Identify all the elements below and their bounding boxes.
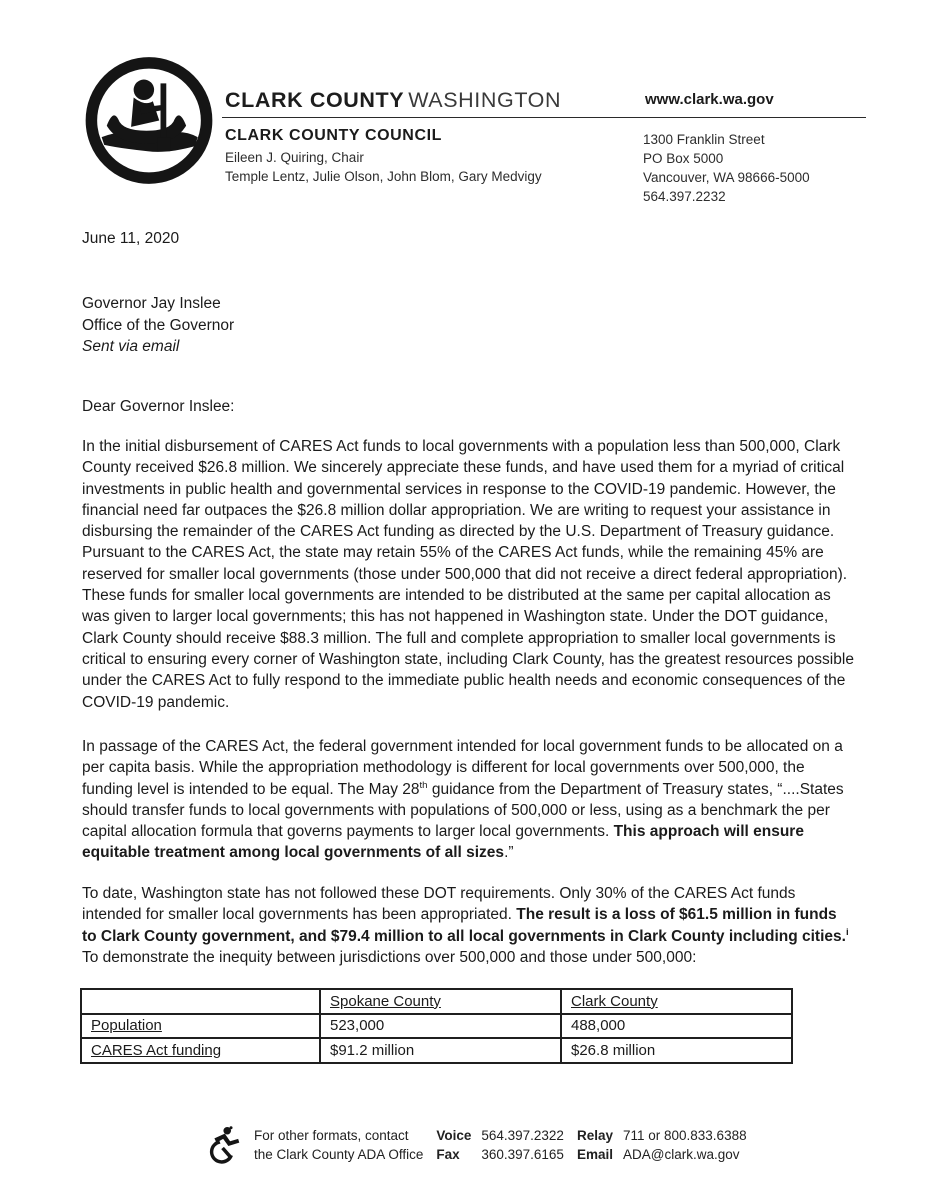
voice-label: Voice bbox=[436, 1128, 472, 1143]
council-members: Temple Lentz, Julie Olson, John Blom, Gary Medvigy bbox=[225, 169, 542, 184]
fax-label: Fax bbox=[436, 1147, 460, 1162]
ada-contact-text bbox=[254, 1126, 423, 1164]
table-row bbox=[81, 1014, 792, 1039]
address-line: 1300 Franklin Street bbox=[643, 132, 765, 147]
ada-contact-line2: the Clark County ADA Office bbox=[254, 1147, 424, 1162]
relay-label: Relay bbox=[576, 1128, 613, 1143]
letter-date: June 11, 2020 bbox=[82, 230, 180, 247]
ada-footer bbox=[203, 1126, 747, 1164]
brand-light: WASHINGTON bbox=[408, 88, 562, 112]
fax-number: 360.397.6165 bbox=[481, 1147, 564, 1162]
clark-county-canoe-logo bbox=[85, 56, 213, 185]
ada-contact-line1: For other formats, contact bbox=[254, 1128, 409, 1143]
paragraph-3: To date, Washington state has not followed these DOT requirements. Only 30% of the CARES Act funds intended for smaller local governments has been appropriated. The result is a loss of $61.5 million in funds to Clark County government, and $79.4 million to all local governments in Clark County including cities.$^i$ To demonstrate the inequity between jurisdictions over 500,000 and those under 500,000: bbox=[82, 885, 849, 966]
table-header-row bbox=[81, 989, 792, 1014]
paragraph-1: In the initial disbursement of CARES Act funds to local governments with a population less than 500,000, Clark County received $26.8 million. We sincerely appreciate these funds, and have used them for a myriad of critical investments in public health and governmental services in response to the COVID-19 pandemic. However, the financial need far outpaces the $26.8 million dollar appropriation. We are writing to request your assistance in disbursing the remainder of the CARES Act funding as directed by the U.S. Department of Treasury guidance. Pursuant to the CARES Act, the state may retain 55% of the CARES Act funds, while the remaining 45% are reserved for smaller local governments (those under 500,000 that did not receive a direct federal appropriation). These funds for smaller local governments are intended to be distributed at the same per capital allocation as was given to larger local governments; this has not happened in Washington state. Under the DOT guidance, Clark County should receive $88.3 million. The full and complete appropriation to smaller local governments is critical to ensuring every corner of Washington state, including Clark County, has the greatest resources possible under the CARES Act to fully respond to the immediate public health needs and economic consequences of the COVID-19 pandemic. bbox=[82, 438, 854, 711]
salutation: Dear Governor Inslee: bbox=[82, 398, 235, 415]
relay-email-block bbox=[577, 1126, 747, 1164]
address-line: PO Box 5000 bbox=[643, 151, 724, 166]
delivery-note: Sent via email bbox=[82, 338, 180, 355]
recipient-block bbox=[82, 293, 234, 358]
recipient-office: Office of the Governor bbox=[82, 316, 235, 334]
brand-bold: CLARK COUNTY bbox=[225, 88, 405, 112]
table-cell-empty bbox=[81, 989, 320, 1014]
website-url: www.clark.wa.gov bbox=[645, 91, 774, 108]
phone-contact-block bbox=[436, 1126, 564, 1164]
county-comparison-table bbox=[80, 988, 793, 1064]
accessibility-wheelchair-icon bbox=[203, 1126, 241, 1164]
paragraph-2: In passage of the CARES Act, the federal government intended for local government funds to be allocated on a per capita basis. While the appropriation methodology is different for local governments over 500,000, the funding level is intended to be equal. The May 28th guidance from the Department of Treasury states, “....States should transfer funds to local governments with populations of 500,000 or less, using as a benchmark the per capital allocation formula that governs payments to larger local governments. This approach will ensure equitable treatment among local governments of all sizes.” bbox=[82, 738, 844, 862]
row-label-population: Population bbox=[81, 1014, 320, 1039]
address-line: Vancouver, WA 98666-5000 bbox=[643, 170, 810, 185]
funding-spokane: $91.2 million bbox=[320, 1038, 561, 1063]
table-header-spokane: Spokane County bbox=[320, 989, 561, 1014]
recipient-name: Governor Jay Inslee bbox=[82, 295, 221, 312]
email-address: ADA@clark.wa.gov bbox=[622, 1147, 740, 1162]
voice-number: 564.397.2322 bbox=[481, 1128, 564, 1143]
table-header-clark: Clark County bbox=[561, 989, 792, 1014]
county-address bbox=[643, 130, 810, 206]
brand-title bbox=[225, 88, 561, 113]
email-label: Email bbox=[576, 1147, 613, 1162]
population-spokane: 523,000 bbox=[320, 1014, 561, 1039]
council-title: CLARK COUNTY COUNCIL bbox=[225, 127, 443, 144]
funding-clark: $26.8 million bbox=[561, 1038, 792, 1063]
letterhead-divider bbox=[222, 117, 866, 118]
row-label-cares-funding: CARES Act funding bbox=[81, 1038, 320, 1063]
population-clark: 488,000 bbox=[561, 1014, 792, 1039]
relay-number: 711 or 800.833.6388 bbox=[622, 1128, 747, 1143]
council-chair: Eileen J. Quiring, Chair bbox=[225, 150, 364, 165]
address-line: 564.397.2232 bbox=[643, 189, 726, 204]
table-row bbox=[81, 1038, 792, 1063]
